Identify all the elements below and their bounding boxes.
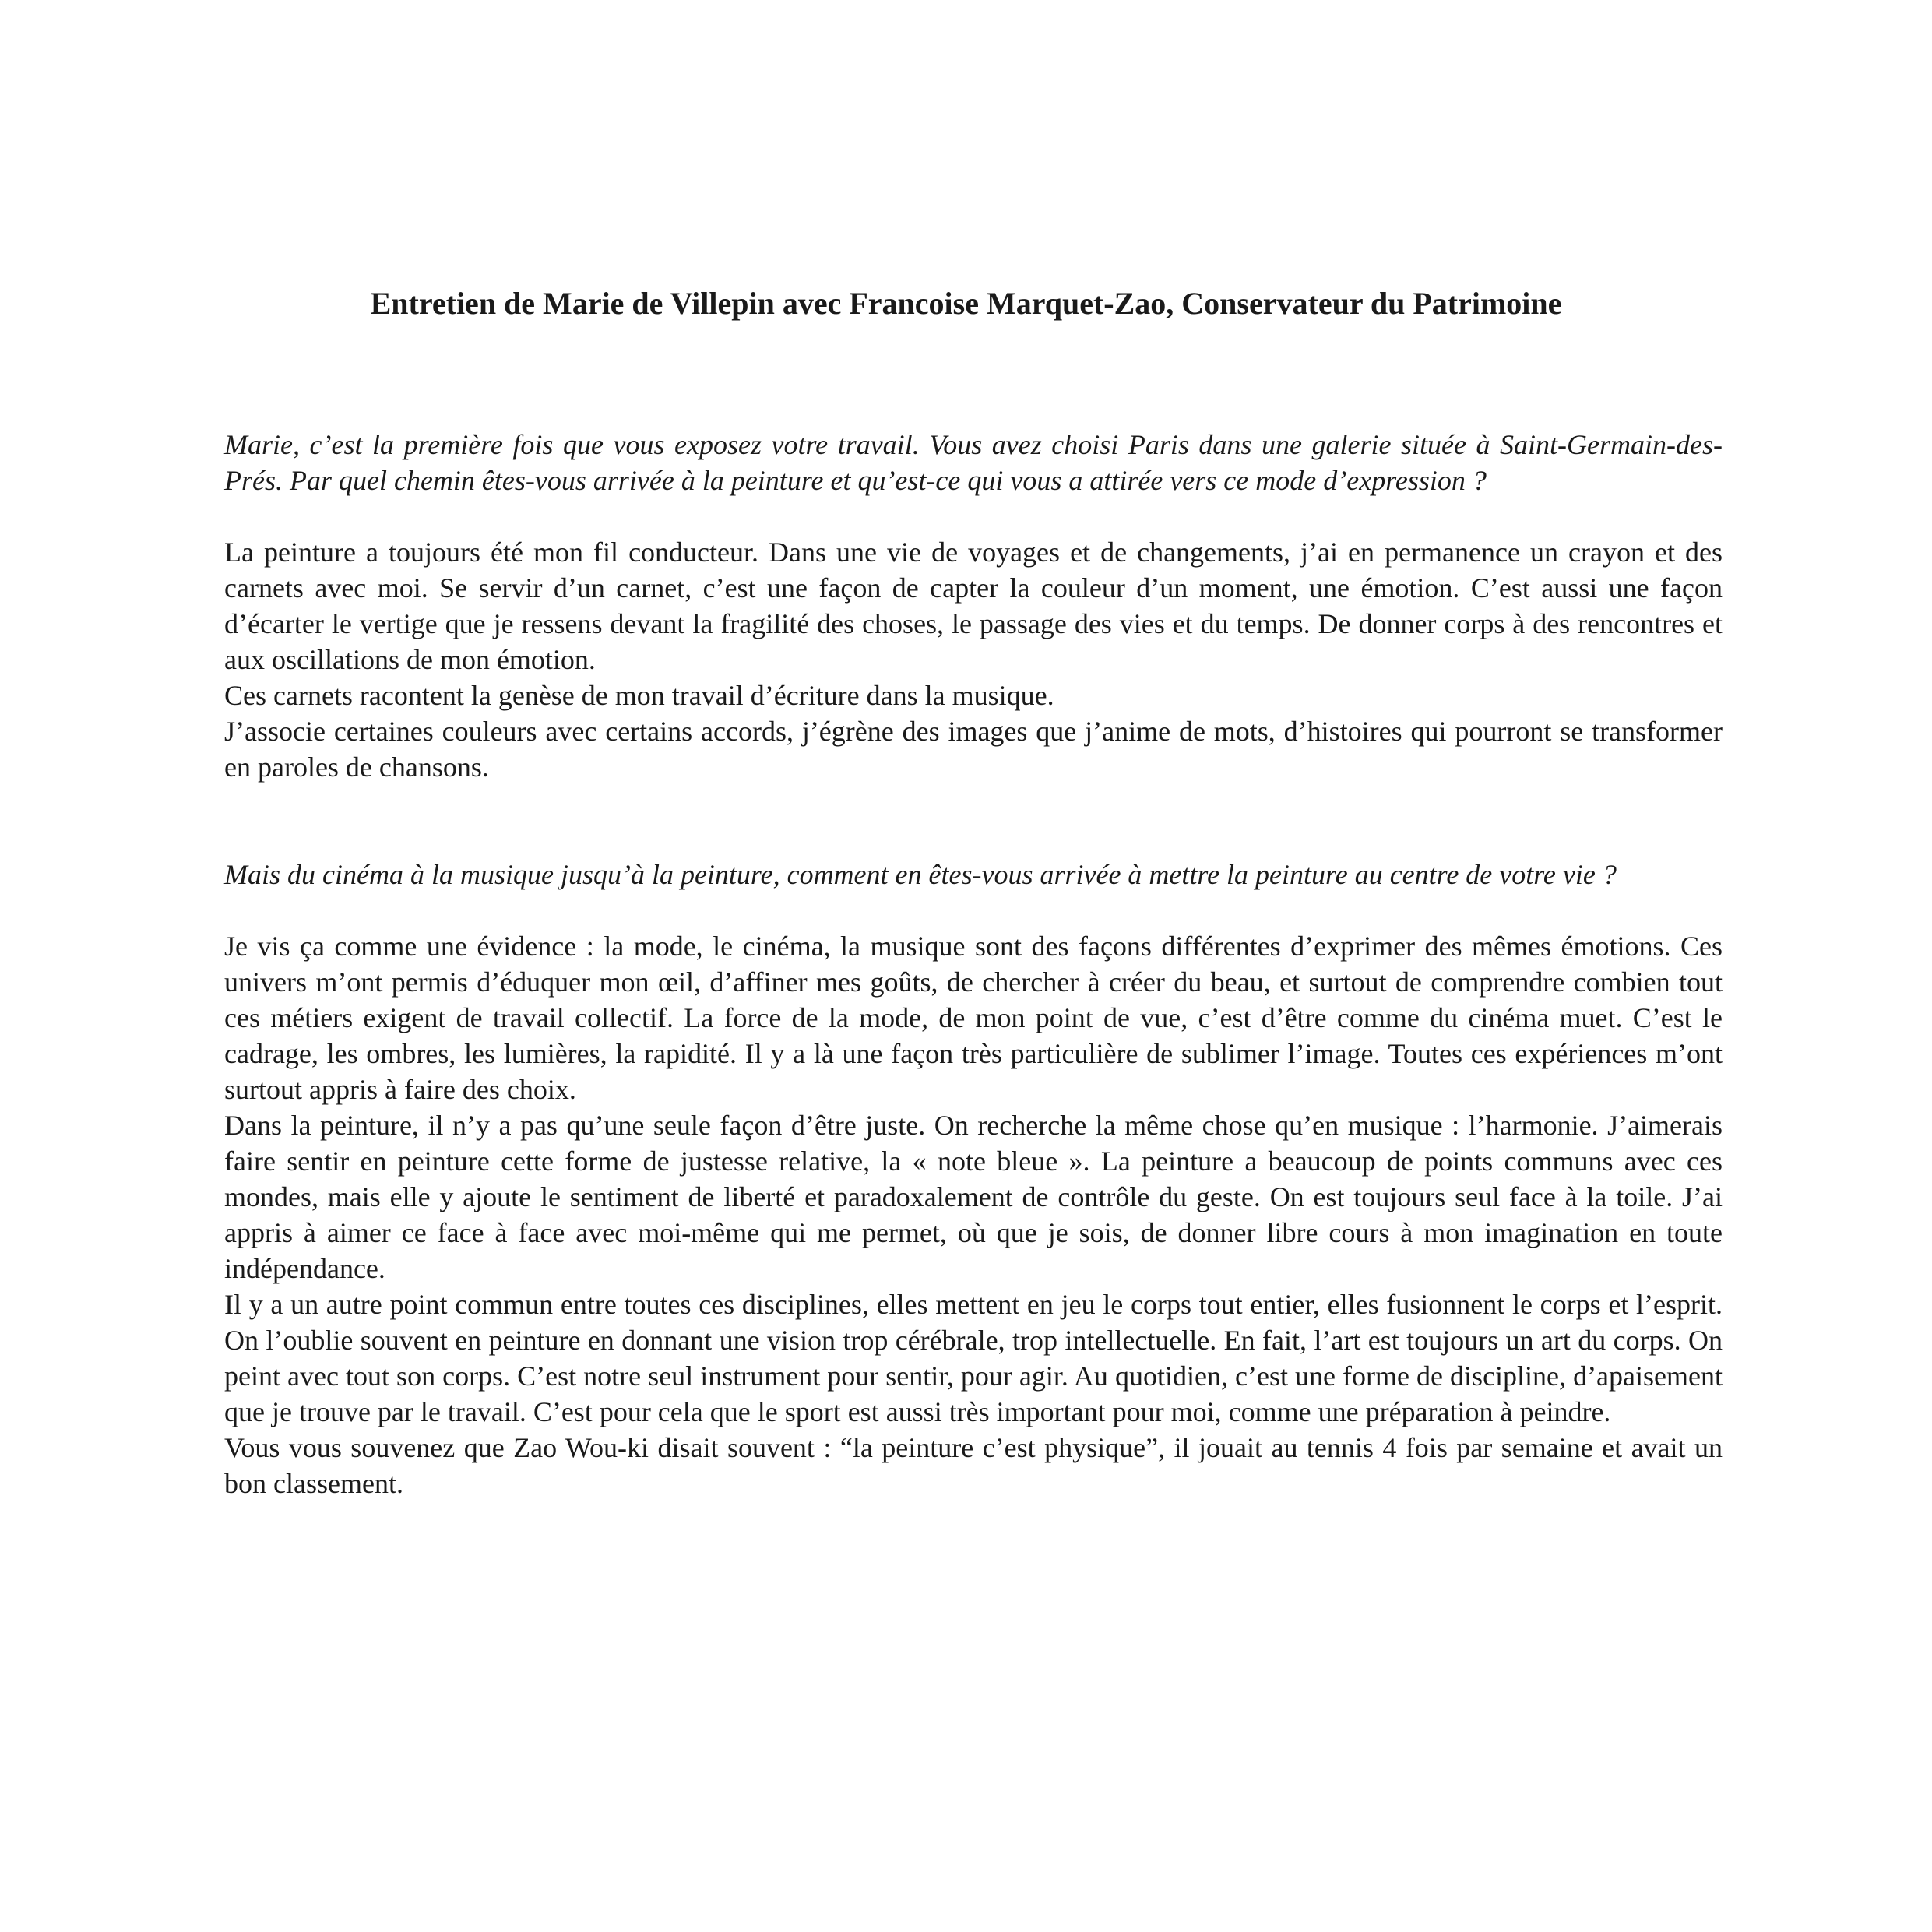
interview-body [224, 427, 1723, 1501]
question-1: Marie, c’est la première fois que vous exposez votre travail. Vous avez choisi Paris dans une galerie située à Saint-Germain-des-Prés. Par quel chemin êtes-vous arrivée à la peinture et qu’est-ce qui vous a attirée vers ce mode d’expression ? [224, 429, 1723, 496]
paragraph-spacer [224, 892, 1723, 928]
answer-2-paragraph-3: Il y a un autre point commun entre toutes ces disciplines, elles mettent en jeu le corps tout entier, elles fusionnent le corps et l’esprit. On l’oublie souvent en peinture en donnant une vision trop cérébrale, trop intellectuelle. En fait, l’art est toujours un art du corps. On peint avec tout son corps. C’est notre seul instrument pour sentir, pour agir. Au quotidien, c’est une forme de discipline, d’apaisement que je trouve par le travail. C’est pour cela que le sport est aussi très important pour moi, comme une préparation à peindre. [224, 1289, 1723, 1427]
answer-2-paragraph-4: Vous vous souvenez que Zao Wou-ki disait souvent : “la peinture c’est physique”, il jouait au tennis 4 fois par semaine et avait un bon classement. [224, 1432, 1723, 1499]
answer-1-paragraph-1: La peinture a toujours été mon fil conducteur. Dans une vie de voyages et de changements, j’ai en permanence un crayon et des carnets avec moi. Se servir d’un carnet, c’est une façon de capter la couleur d’un moment, une émotion. C’est aussi une façon d’écarter le vertige que je ressens devant la fragilité des choses, le passage des vies et du temps. De donner corps à des rencontres et aux oscillations de mon émotion. [224, 537, 1723, 675]
answer-2-paragraph-2: Dans la peinture, il n’y a pas qu’une seule façon d’être juste. On recherche la même chose qu’en musique : l’harmonie. J’aimerais faire sentir en peinture cette forme de justesse relative, la « note bleue ». La peinture a beaucoup de points communs avec ces mondes, mais elle y ajoute le sentiment de liberté et paradoxalement de contrôle du geste. On est toujours seul face à la toile. J’ai appris à aimer ce face à face avec moi-même qui me permet, où que je sois, de donner libre cours à mon imagination en toute indépendance. [224, 1110, 1723, 1284]
page-title: Entretien de Marie de Villepin avec Francoise Marquet-Zao, Conservateur du Patrimoine [370, 286, 1562, 321]
question-2: Mais du cinéma à la musique jusqu’à la peinture, comment en êtes-vous arrivée à mettre la peinture au centre de votre vie ? [224, 859, 1617, 890]
answer-1-paragraph-3: J’associe certaines couleurs avec certains accords, j’égrène des images que j’anime de mots, d’histoires qui pourront se transformer en paroles de chansons. [224, 716, 1723, 783]
section-spacer [224, 785, 1723, 857]
answer-2-paragraph-1: Je vis ça comme une évidence : la mode, le cinéma, la musique sont des façons différentes d’exprimer des mêmes émotions. Ces univers m’ont permis d’éduquer mon œil, d’affiner mes goûts, de chercher à créer du beau, et surtout de comprendre combien tout ces métiers exigent de travail collectif. La force de la mode, de mon point de vue, c’est d’être comme du cinéma muet. C’est le cadrage, les ombres, les lumières, la rapidité. Il y a là une façon très particulière de sublimer l’image. Toutes ces expériences m’ont surtout appris à faire des choix. [224, 931, 1723, 1105]
answer-1-paragraph-2: Ces carnets racontent la genèse de mon travail d’écriture dans la musique. [224, 680, 1054, 711]
paragraph-spacer [224, 498, 1723, 534]
